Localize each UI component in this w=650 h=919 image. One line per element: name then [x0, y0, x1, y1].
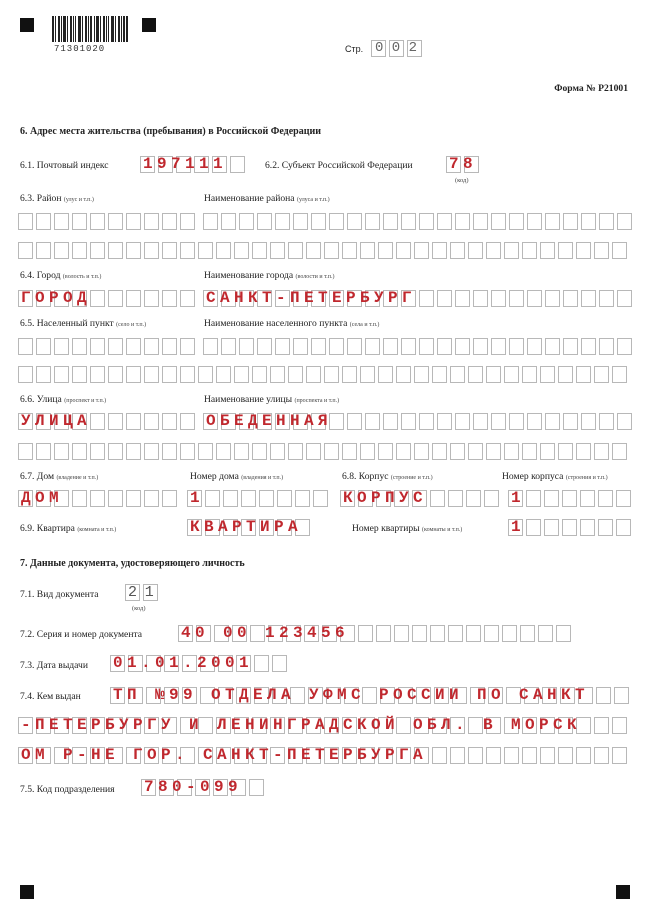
district-name-cells-2[interactable]	[18, 242, 630, 259]
issued-by-label: 7.4. Кем выдан	[20, 691, 81, 702]
apartment-number-cells[interactable]	[508, 519, 634, 536]
settlement-name-cells-1[interactable]	[203, 338, 635, 355]
apartment-number-label: Номер квартиры (комнаты и т.п.)	[352, 523, 463, 534]
house-number-label: Номер дома (владения и т.п.)	[190, 471, 284, 482]
issued-by-line-3: ОМ Р-НЕ ГОР. САНКТ-ПЕТЕРБУРГА	[21, 746, 428, 764]
barcode-number: 71301020	[54, 44, 106, 54]
settlement-cells[interactable]	[18, 338, 198, 355]
apartment-label: 6.9. Квартира (комната и т.п.)	[20, 523, 117, 534]
settlement-name-label: Наименование населенного пункта (села и т.п.)	[204, 318, 380, 329]
city-name-value: САНКТ-ПЕТЕРБУРГ	[206, 289, 417, 307]
subject-note: (код)	[455, 177, 469, 184]
issued-by-line-1: ТП №99 ОТДЕЛА УФМС РОССИИ ПО САНКТ	[113, 686, 590, 704]
street-name-value: ОБЕДЕННАЯ	[206, 412, 333, 430]
page-label: Стр.	[345, 44, 364, 54]
doc-number-label: 7.2. Серия и номер документа	[20, 629, 143, 640]
issued-by-line-2: -ПЕТЕРБУРГУ И ЛЕНИНГРАДСКОЙ ОБЛ. В МОРСК	[21, 716, 582, 734]
doc-type-note: (код)	[132, 605, 146, 612]
street-label: 6.6. Улица (проспект и т.п.)	[20, 394, 107, 405]
district-cells[interactable]	[18, 213, 198, 230]
district-name-cells-1[interactable]	[203, 213, 635, 230]
page-number: 002	[375, 40, 426, 56]
division-code-value: 780-099	[144, 778, 243, 796]
building-label: 6.8. Корпус (строение и т.п.)	[342, 471, 433, 482]
city-value: ГОРОД	[21, 289, 92, 307]
barcode	[52, 16, 128, 42]
building-number-cells[interactable]	[508, 490, 634, 507]
house-label: 6.7. Дом (владение и т.п.)	[20, 471, 99, 482]
district-label: 6.3. Район (улус и т.п.)	[20, 193, 94, 204]
house-value: ДОМ	[21, 489, 64, 507]
form-title: Форма № Р21001	[554, 83, 628, 94]
apartment-number-value: 1	[511, 518, 526, 536]
building-number-value: 1	[511, 489, 526, 507]
corner-mark-bottom-right	[616, 885, 630, 899]
house-number-cells[interactable]	[187, 490, 331, 507]
street-name-label: Наименование улицы (проспекта и т.п.)	[204, 394, 340, 405]
city-name-label: Наименование города (волости и т.п.)	[204, 270, 335, 281]
issue-date-label: 7.3. Дата выдачи	[20, 660, 88, 671]
doc-type-label: 7.1. Вид документа	[20, 589, 99, 600]
street-name-cells-2[interactable]	[18, 443, 630, 460]
division-code-label: 7.5. Код подразделения	[20, 784, 115, 795]
doc-type-value: 21	[128, 584, 162, 601]
subject-value: 78	[449, 155, 478, 173]
issue-date-value: 01.01.2001	[113, 654, 254, 672]
settlement-name-cells-2[interactable]	[18, 366, 630, 383]
corner-mark-bottom-left	[20, 885, 34, 899]
postal-index-label: 6.1. Почтовый индекс	[20, 160, 109, 171]
building-value: КОРПУС	[343, 489, 428, 507]
section-7-title: 7. Данные документа, удостоверяющего личность	[20, 558, 245, 569]
house-number-value: 1	[190, 489, 205, 507]
postal-index-value: 197111	[143, 155, 228, 173]
section-6-title: 6. Адрес места жительства (пребывания) в Российской Федерации	[20, 126, 321, 137]
city-label: 6.4. Город (волость и т.п.)	[20, 270, 102, 281]
building-number-label: Номер корпуса (строения и т.п.)	[502, 471, 608, 482]
subject-label: 6.2. Субъект Российской Федерации	[265, 160, 413, 171]
district-name-label: Наименование района (улуса и т.п.)	[204, 193, 330, 204]
doc-number-value: 40 00 123456	[181, 624, 350, 642]
corner-mark-top-right	[142, 18, 156, 32]
street-value: УЛИЦА	[21, 412, 92, 430]
apartment-value: КВАРТИРА	[190, 518, 303, 536]
settlement-label: 6.5. Населенный пункт (село и т.п.)	[20, 318, 147, 329]
corner-mark-top-left	[20, 18, 34, 32]
